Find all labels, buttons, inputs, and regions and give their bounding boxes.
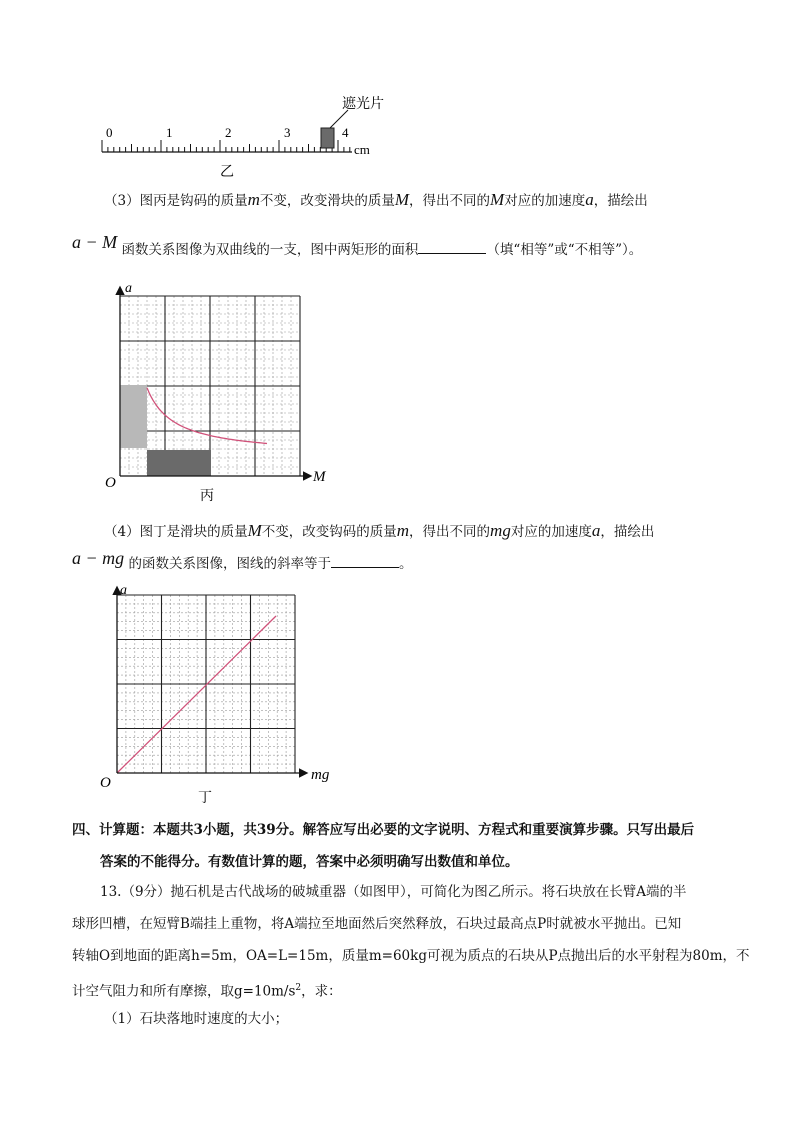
ruler-unit: cm xyxy=(354,142,370,157)
bing-x-label: M xyxy=(313,469,326,485)
ruler-tick-label-1: 1 xyxy=(166,125,173,140)
q13-line4-text: 计空气阻力和所有摩擦，取g=10m/s xyxy=(72,983,296,1000)
ding-caption: 丁 xyxy=(198,791,212,806)
q3-answer-blank[interactable] xyxy=(418,239,486,254)
q4-line2 xyxy=(72,548,413,574)
q13-line4 xyxy=(72,978,342,1002)
q3-text-2: 不变，改变滑块的质量 xyxy=(259,193,395,209)
ruler-ticks xyxy=(102,140,350,152)
ding-y-label: a xyxy=(120,583,127,598)
ruler-tick-label-0: 0 xyxy=(106,125,113,140)
q3-text-1: （3）图丙是钩码的质量 xyxy=(104,193,248,209)
graph-bing xyxy=(100,280,340,510)
ruler-figure xyxy=(90,92,390,182)
ding-x-label: mg xyxy=(311,767,330,783)
q3-line2 xyxy=(72,232,643,260)
section4-line1: 四、计算题：本题共3小题，共39分。解答应写出必要的文字说明、方程式和重要演算步骤。只写出最后 xyxy=(72,822,695,838)
q3-math-label: a − M xyxy=(72,232,118,252)
ruler-tick-label-4: 4 xyxy=(342,125,349,140)
ding-origin: O xyxy=(100,775,111,791)
q4-text-7: 。 xyxy=(398,556,413,572)
ruler-tick-label-3: 3 xyxy=(284,125,291,140)
q3-text-4: 对应的加速度 xyxy=(504,193,586,209)
q13-line4-text-2: ，求： xyxy=(301,983,342,1000)
bing-rect-light xyxy=(120,385,147,448)
q13-superscript: 2 xyxy=(295,983,302,993)
section4-line2: 答案的不能得分。有数值计算的题，答案中必须明确写出数值和单位。 xyxy=(100,854,519,870)
q13-line1: 13.（9分）抛石机是古代战场的破城重器（如图甲），可简化为图乙所示。将石块放在长臂A端的半 xyxy=(100,884,687,900)
q4-text-2: 不变，改变钩码的质量 xyxy=(261,524,397,540)
bing-rect-dark xyxy=(147,450,211,476)
q3-text-6: 函数关系图像为双曲线的一支，图中两矩形的面积 xyxy=(121,242,419,258)
shutter-label: 遮光片 xyxy=(342,97,384,112)
q4-text-4: 对应的加速度 xyxy=(510,524,592,540)
q4-text-6: 的函数关系图像，图线的斜率等于 xyxy=(128,556,331,572)
q3-text-5: ，描绘出 xyxy=(593,193,648,209)
q3-line1 xyxy=(104,190,648,211)
q4-text-1: （4）图丁是滑块的质量 xyxy=(104,524,248,540)
q4-var-m: m xyxy=(396,521,410,540)
q4-text-5: ，描绘出 xyxy=(600,524,655,540)
q4-line1 xyxy=(104,521,654,542)
q4-answer-blank[interactable] xyxy=(331,553,399,568)
q4-math-label: a − mg xyxy=(72,548,125,568)
q4-text-3: ，得出不同的 xyxy=(409,524,491,540)
ruler-tick-label-2: 2 xyxy=(225,125,232,140)
q3-var-M2: M xyxy=(490,190,505,209)
q3-var-M: M xyxy=(394,190,410,209)
q3-text-7: （填“相等”或“不相等”）。 xyxy=(486,242,643,258)
q4-var-mg: mg xyxy=(490,521,511,540)
q3-var-a: a xyxy=(585,190,594,209)
q4-var-M: M xyxy=(247,521,262,540)
q4-var-a: a xyxy=(591,521,601,540)
q13-line2: 球形凹槽，在短臂B端挂上重物，将A端拉至地面然后突然释放，石块过最高点P时就被水平抛出。已知 xyxy=(72,916,682,932)
ruler-caption: 乙 xyxy=(220,165,234,180)
q3-var-m: m xyxy=(247,190,260,209)
graph-ding xyxy=(98,580,348,810)
q13-line3: 转轴O到地面的距离h=5m，OA=L=15m，质量m=60kg可视为质点的石块从P点抛出后的水平射程为80m，不 xyxy=(72,948,750,964)
bing-y-label: a xyxy=(125,281,132,296)
bing-caption: 丙 xyxy=(200,489,214,504)
q3-text-3: ，得出不同的 xyxy=(409,193,491,209)
q13-sub1: （1）石块落地时速度的大小； xyxy=(104,1011,289,1027)
bing-origin: O xyxy=(105,475,116,491)
shutter-piece xyxy=(321,128,334,148)
